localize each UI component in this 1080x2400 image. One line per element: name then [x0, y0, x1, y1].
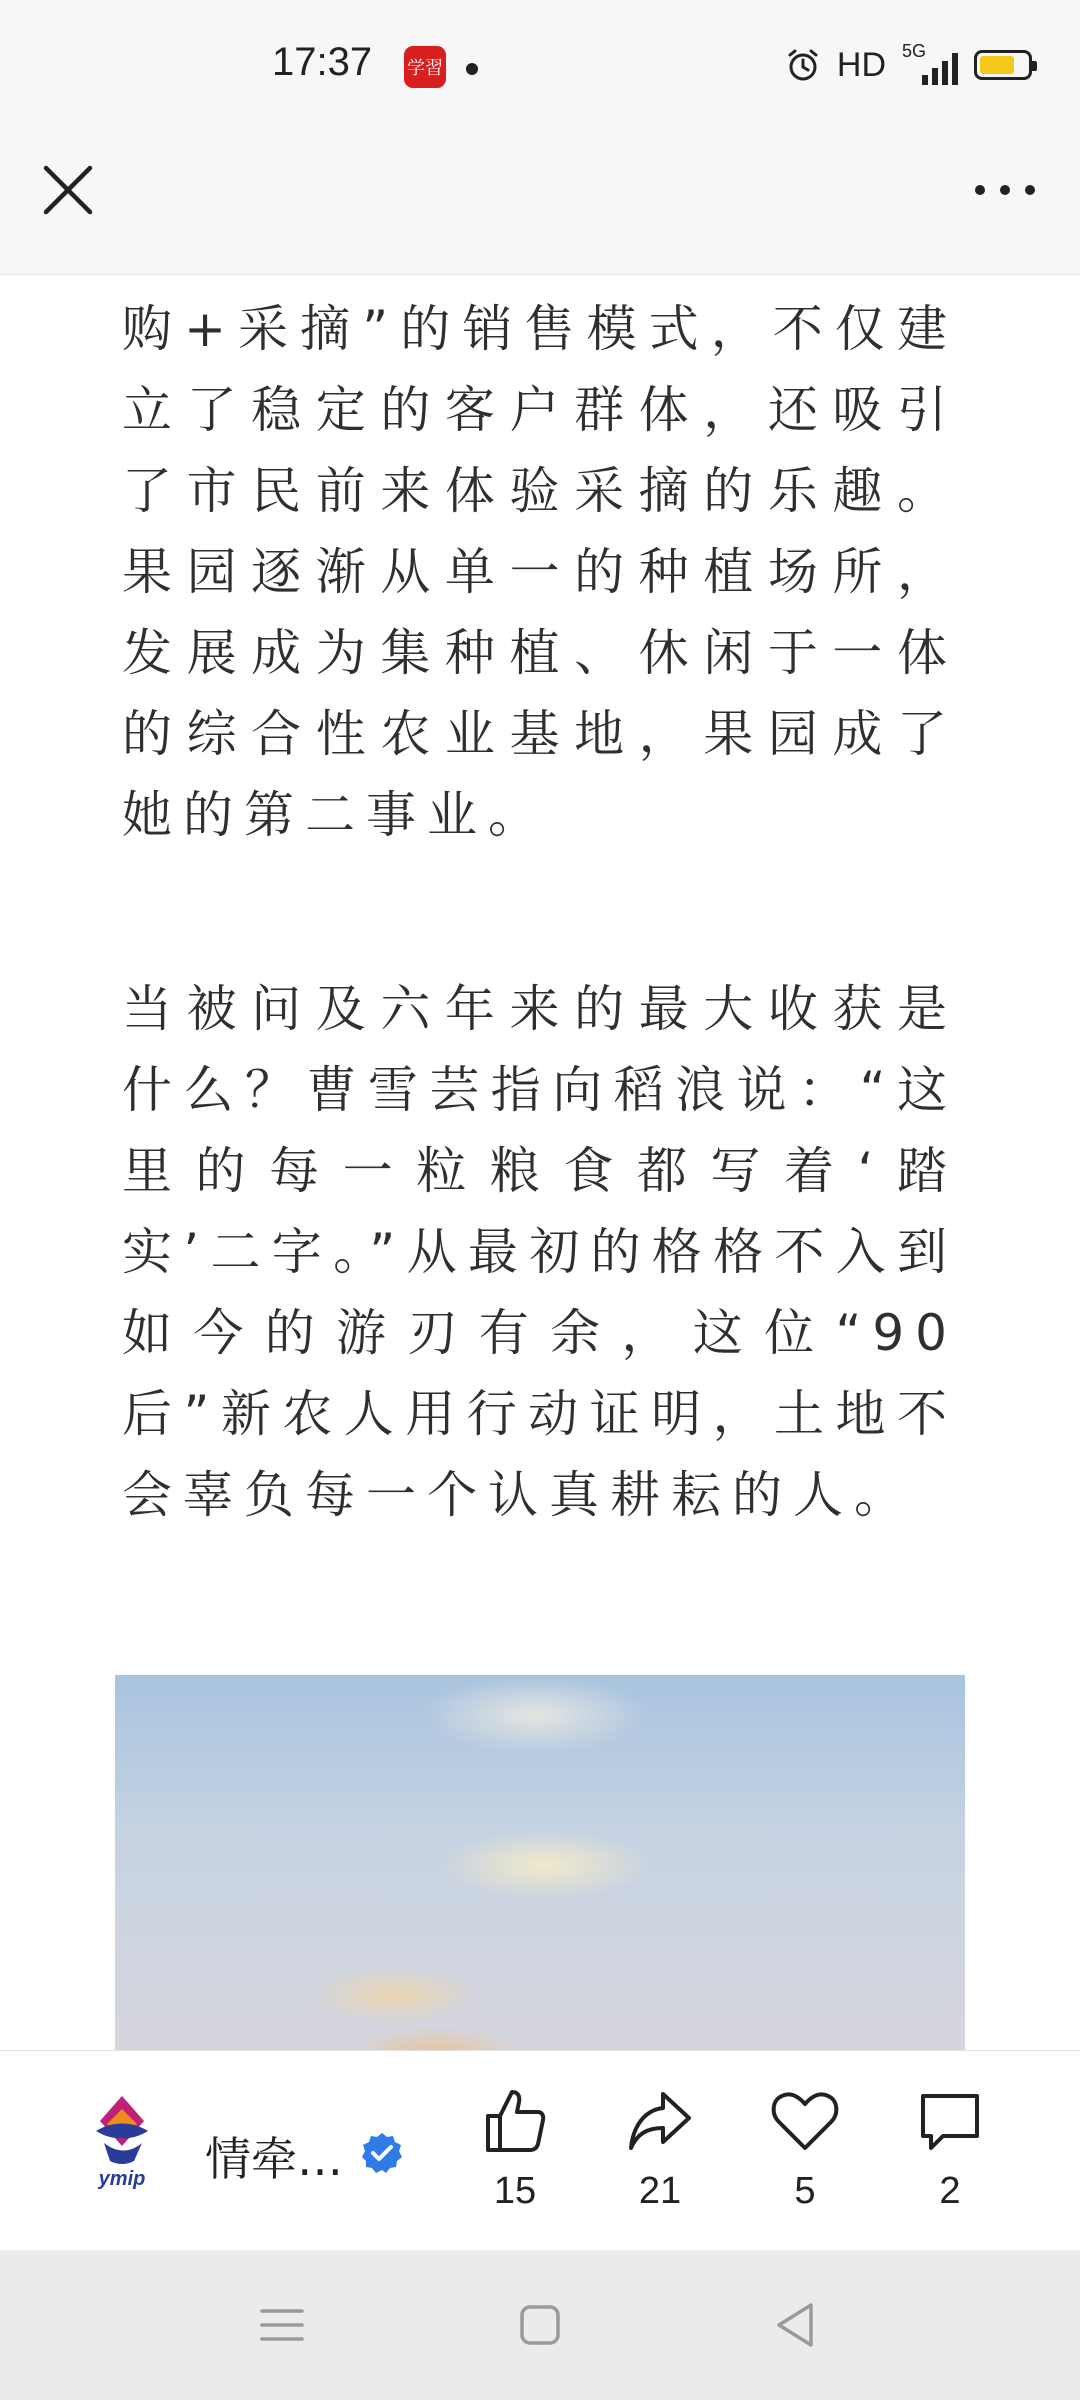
share-count: 21: [638, 2170, 682, 2212]
article-paragraph: 购+采摘”的销售模式，不仅建立了稳定的客户群体，还吸引了市民前来体验采摘的乐趣。果园逐渐从单一的种植场所，发展成为集种植、休闲于一体的综合性农业基地，果园成了她的第二事业。: [122, 300, 958, 844]
article-body: [0, 275, 1080, 2050]
like-count: 15: [493, 2170, 537, 2212]
favorite-count: 5: [794, 2170, 816, 2212]
recent-apps-icon[interactable]: [252, 2295, 312, 2355]
article-paragraph: 当被问及六年来的最大收获是什么？曹雪芸指向稻浪说：“这里的每一粒粮食都写着‘踏实’二字。”从最初的格格不入到如今的游刃有余，这位“90后”新农人用行动证明，土地不会辜负每一个认真耕耘的人。: [122, 980, 958, 1524]
app-badge-text: 学習: [407, 58, 443, 79]
home-icon[interactable]: [510, 2295, 570, 2355]
app-notification-icon: [404, 46, 446, 88]
network-type: 5G: [902, 41, 927, 61]
notification-dot: [466, 63, 478, 75]
comment-count: 2: [939, 2170, 961, 2212]
share-icon: [625, 2086, 695, 2156]
article-image[interactable]: [115, 1675, 965, 2050]
close-icon[interactable]: [38, 160, 98, 220]
hd-indicator: HD: [836, 45, 886, 84]
status-bar: [0, 0, 1080, 135]
share-button[interactable]: [610, 2086, 710, 2216]
top-navigation-bar: [0, 135, 1080, 275]
bottom-action-bar: [0, 2050, 1080, 2250]
signal-icon: [902, 41, 958, 85]
comment-icon: [915, 2086, 985, 2156]
status-time: 17:37: [272, 40, 373, 84]
more-horizontal-icon[interactable]: [970, 170, 1040, 210]
back-icon[interactable]: [765, 2295, 825, 2355]
author-logo[interactable]: [82, 2091, 162, 2191]
author-logo-text: ymip: [98, 2168, 146, 2190]
alarm-icon: [785, 47, 821, 83]
favorite-button[interactable]: [755, 2086, 855, 2216]
system-navigation-bar: [0, 2250, 1080, 2400]
author-name[interactable]: 情牵…: [205, 2132, 343, 2186]
status-indicators: [785, 40, 1032, 90]
thumbs-up-icon: [480, 2086, 550, 2156]
comment-button[interactable]: [900, 2086, 1000, 2216]
heart-icon: [770, 2086, 840, 2156]
verified-badge-icon: [360, 2131, 404, 2175]
battery-icon: [974, 50, 1032, 80]
like-button[interactable]: [465, 2086, 565, 2216]
